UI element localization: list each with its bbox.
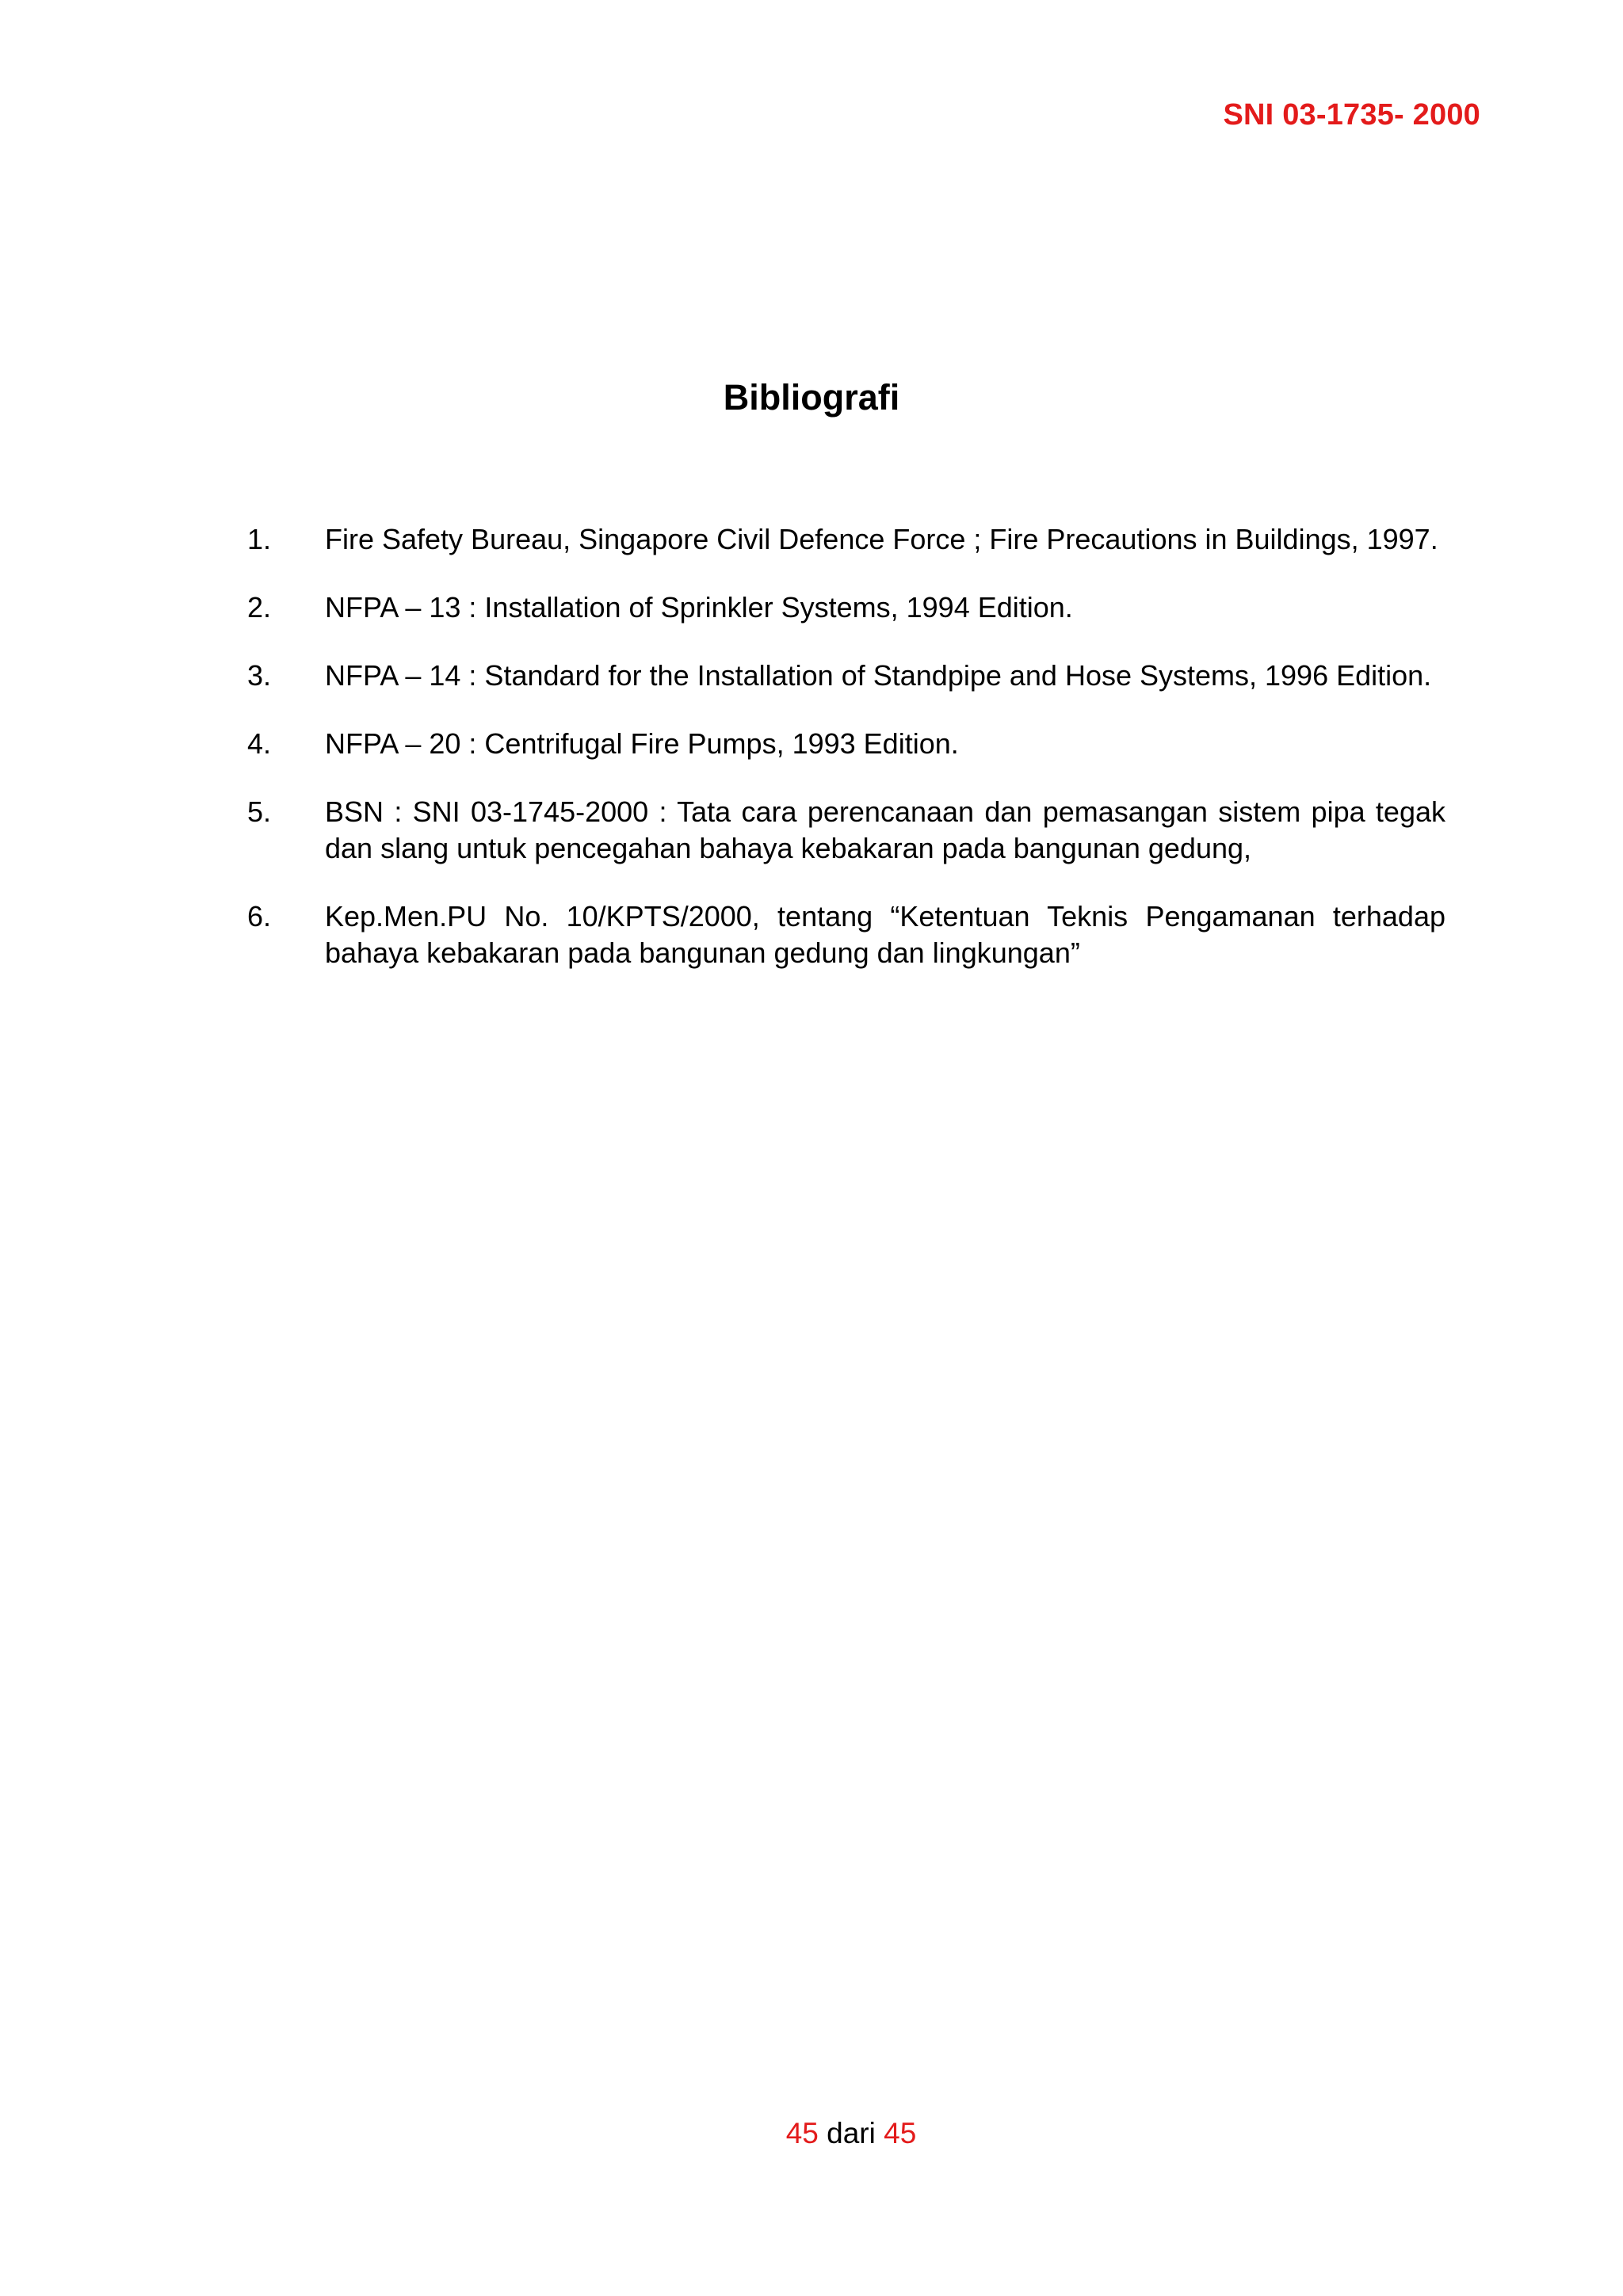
list-item [247, 726, 1445, 762]
reference-number: 2. [247, 591, 272, 624]
page-footer [0, 2117, 1623, 2150]
document-code: SNI 03-1735- 2000 [1223, 98, 1480, 132]
reference-number: 3. [247, 659, 272, 692]
reference-number: 4. [247, 727, 272, 760]
list-item [247, 794, 1445, 867]
page-number-total: 45 [884, 2117, 917, 2149]
reference-text: NFPA – 13 : Installation of Sprinkler Systems, 1994 Edition. [325, 591, 1073, 624]
reference-number: 5. [247, 795, 272, 828]
list-item [247, 521, 1445, 558]
reference-text: NFPA – 14 : Standard for the Installation of Standpipe and Hose Systems, 1996 Edition. [325, 659, 1432, 692]
list-item [247, 658, 1445, 694]
bibliography-list [247, 521, 1445, 1003]
list-item [247, 898, 1445, 971]
reference-number: 1. [247, 523, 272, 555]
reference-text: NFPA – 20 : Centrifugal Fire Pumps, 1993 Edition. [325, 727, 959, 760]
reference-text: Fire Safety Bureau, Singapore Civil Defence Force ; Fire Precautions in Buildings, 1997. [325, 523, 1438, 555]
page-number-current: 45 [785, 2117, 819, 2149]
page-title: Bibliografi [723, 377, 900, 418]
reference-text: Kep.Men.PU No. 10/KPTS/2000, tentang “Ketentuan Teknis Pengamanan terhadap bahaya kebakaran pada bangunan gedung dan lingkungan” [325, 900, 1445, 969]
reference-text: BSN : SNI 03-1745-2000 : Tata cara perencanaan dan pemasangan sistem pipa tegak dan slang untuk pencegahan bahaya kebakaran pada bangunan gedung, [325, 795, 1445, 864]
list-item [247, 589, 1445, 626]
reference-number: 6. [247, 900, 272, 933]
page-number-separator: dari [827, 2117, 876, 2149]
